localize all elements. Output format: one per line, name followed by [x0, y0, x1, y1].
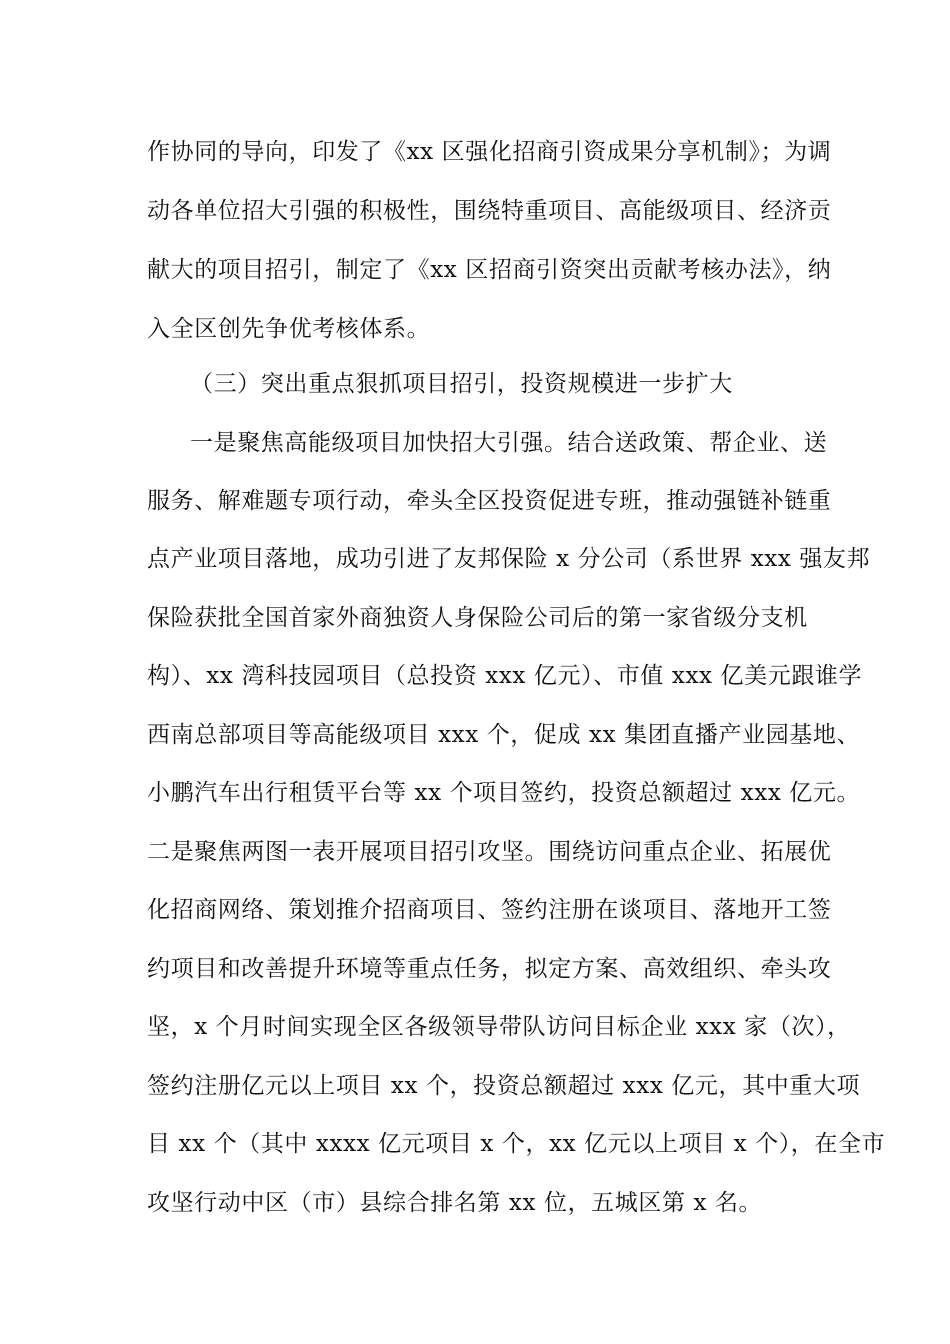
text-line: 服务、解难题专项行动，牵头全区投资促进专班，推动强链补链重: [147, 488, 832, 514]
text-line: 点产业项目落地，成功引进了友邦保险 x 分公司（系世界 xxx 强友邦: [147, 546, 871, 572]
text-line: 签约注册亿元以上项目 xx 个，投资总额超过 xxx 亿元，其中重大项: [147, 1073, 861, 1099]
text-line: 二是聚焦两图一表开展项目招引攻坚。围绕访问重点企业、拓展优: [147, 839, 832, 865]
text-line: 化招商网络、策划推介招商项目、签约注册在谈项目、落地开工签: [147, 897, 832, 923]
text-line: 约项目和改善提升环境等重点任务，拟定方案、高效组织、牵头攻: [147, 956, 832, 982]
section-heading: （三）突出重点狠抓项目招引，投资规模进一步扩大: [190, 371, 733, 397]
text-line: 献大的项目招引，制定了《xx 区招商引资突出贡献考核办法》，纳: [147, 257, 832, 283]
text-line: 目 xx 个（其中 xxxx 亿元项目 x 个，xx 亿元以上项目 x 个），在全市: [147, 1131, 886, 1157]
text-line: 坚，x 个月时间实现全区各级领导带队访问目标企业 xxx 家（次），: [147, 1014, 851, 1040]
text-line: 动各单位招大引强的积极性，围绕特重项目、高能级项目、经济贡: [147, 198, 832, 224]
text-line: 作协同的导向，印发了《xx 区强化招商引资成果分享机制》；为调: [147, 139, 832, 165]
text-line: 西南总部项目等高能级项目 xxx 个，促成 xx 集团直播产业园基地、: [147, 722, 861, 748]
text-line: 小鹏汽车出行租赁平台等 xx 个项目签约，投资总额超过 xxx 亿元。: [147, 780, 861, 806]
paragraph-first-line: 一是聚焦高能级项目加快招大引强。结合送政策、帮企业、送: [190, 430, 828, 456]
text-line: 构）、xx 湾科技园项目（总投资 xxx 亿元）、市值 xxx 亿美元跟谁学: [147, 663, 863, 689]
text-line: 入全区创先争优考核体系。: [147, 316, 431, 342]
text-line: 保险获批全国首家外商独资人身保险公司后的第一家省级分支机: [147, 605, 808, 631]
text-line: 攻坚行动中区（市）县综合排名第 xx 位，五城区第 x 名。: [147, 1190, 763, 1216]
